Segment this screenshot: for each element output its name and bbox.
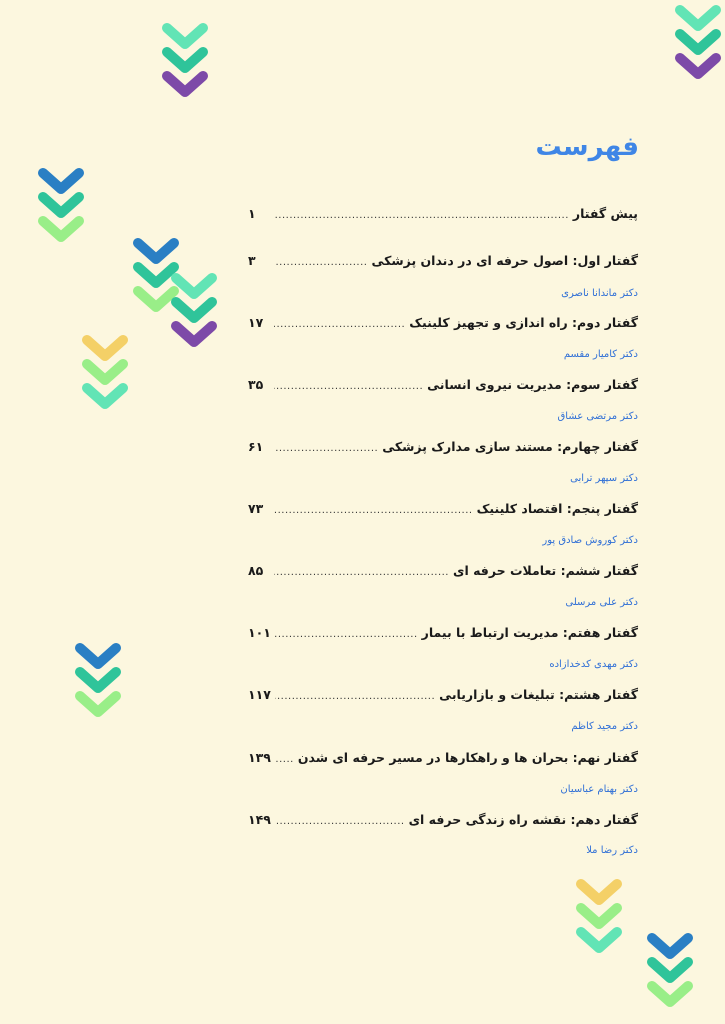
dot-leader bbox=[275, 629, 418, 640]
toc-entry-title: گفتار نهم: بحران ها و راهکارها در مسیر حرفه ای شدن bbox=[297, 750, 638, 765]
dot-leader bbox=[274, 257, 367, 268]
dot-leader bbox=[274, 381, 423, 392]
toc-entry[interactable] bbox=[248, 687, 638, 709]
toc-entry-title: گفتار هفتم: مدیریت ارتباط با بیمار bbox=[421, 625, 638, 640]
dot-leader bbox=[274, 210, 569, 221]
toc-entry-page: ۱۷ bbox=[248, 315, 264, 330]
toc-entry-title: گفتار چهارم: مستند سازی مدارک پزشکی bbox=[382, 439, 638, 454]
toc-entry-author: دکتر کامیار مقسم bbox=[563, 349, 638, 360]
toc-entry-author: دکتر مرتضی عشاق bbox=[557, 411, 638, 422]
toc-entry-author: دکتر کوروش صادق پور bbox=[542, 535, 638, 546]
toc-entry-page: ۳ bbox=[248, 253, 256, 268]
toc-entry-page: ۷۳ bbox=[248, 501, 264, 516]
dot-leader bbox=[274, 443, 378, 454]
dot-leader bbox=[274, 319, 405, 330]
toc-entry-author: دکتر ماندانا ناصری bbox=[561, 288, 638, 299]
toc-entry[interactable] bbox=[248, 253, 638, 275]
toc-entry-author: دکتر مهدی کدخدازاده bbox=[549, 659, 638, 670]
dot-leader bbox=[275, 754, 294, 765]
toc-entry-title: گفتار سوم: مدیریت نیروی انسانی bbox=[427, 377, 638, 392]
toc-entry-page: ۱۴۹ bbox=[248, 812, 271, 827]
toc-entry-title: گفتار دهم: نقشه راه زندگی حرفه ای bbox=[408, 812, 638, 827]
dot-leader bbox=[274, 505, 473, 516]
toc-entry-page: ۱۱۷ bbox=[248, 687, 271, 702]
toc-entry[interactable] bbox=[248, 377, 638, 399]
toc-entry-title: گفتار اول: اصول حرفه ای در دندان پزشکی bbox=[371, 253, 638, 268]
toc-entry[interactable] bbox=[248, 501, 638, 523]
toc-entry-author: دکتر سپهر ترابی bbox=[570, 473, 638, 484]
chevron-stack-icon bbox=[576, 876, 622, 958]
toc-entry-page: ۸۵ bbox=[248, 563, 264, 578]
toc-entry-title: گفتار ششم: تعاملات حرفه ای bbox=[452, 563, 638, 578]
chevron-stack-icon bbox=[171, 270, 217, 352]
page-title: فهرست bbox=[535, 132, 639, 162]
toc-entry-title: پیش گفتار bbox=[572, 206, 638, 221]
toc-entry-title: گفتار پنجم: اقتصاد کلینیک bbox=[476, 501, 638, 516]
chevron-stack-icon bbox=[675, 2, 721, 84]
toc-entry[interactable] bbox=[248, 206, 638, 228]
toc-entry-page: ۱ bbox=[248, 206, 256, 221]
toc-entry-author: دکتر بهنام عباسیان bbox=[560, 784, 638, 795]
toc-entry[interactable] bbox=[248, 750, 638, 772]
toc-entry-page: ۳۵ bbox=[248, 377, 264, 392]
toc-entry-page: ۶۱ bbox=[248, 439, 264, 454]
toc-entry[interactable] bbox=[248, 439, 638, 461]
toc-entry-author: دکتر مجید کاظم bbox=[571, 721, 638, 732]
toc-entry-page: ۱۳۹ bbox=[248, 750, 271, 765]
toc-entry-page: ۱۰۱ bbox=[248, 625, 271, 640]
toc-entry[interactable] bbox=[248, 812, 638, 834]
dot-leader bbox=[274, 567, 449, 578]
chevron-stack-icon bbox=[647, 930, 693, 1012]
chevron-stack-icon bbox=[82, 332, 128, 414]
toc-entry[interactable] bbox=[248, 625, 638, 647]
chevron-stack-icon bbox=[75, 640, 121, 722]
toc-entry[interactable] bbox=[248, 315, 638, 337]
toc-entry-title: گفتار دوم: راه اندازی و تجهیز کلینیک bbox=[409, 315, 638, 330]
chevron-stack-icon bbox=[38, 165, 84, 247]
dot-leader bbox=[275, 816, 405, 827]
dot-leader bbox=[275, 691, 435, 702]
toc-entry-author: دکتر رضا ملا bbox=[586, 845, 638, 856]
toc-entry-title: گفتار هشتم: تبلیغات و بازاریابی bbox=[439, 687, 638, 702]
toc-entry[interactable] bbox=[248, 563, 638, 585]
chevron-stack-icon bbox=[162, 20, 208, 102]
toc-entry-author: دکتر علی مرسلی bbox=[565, 597, 638, 608]
